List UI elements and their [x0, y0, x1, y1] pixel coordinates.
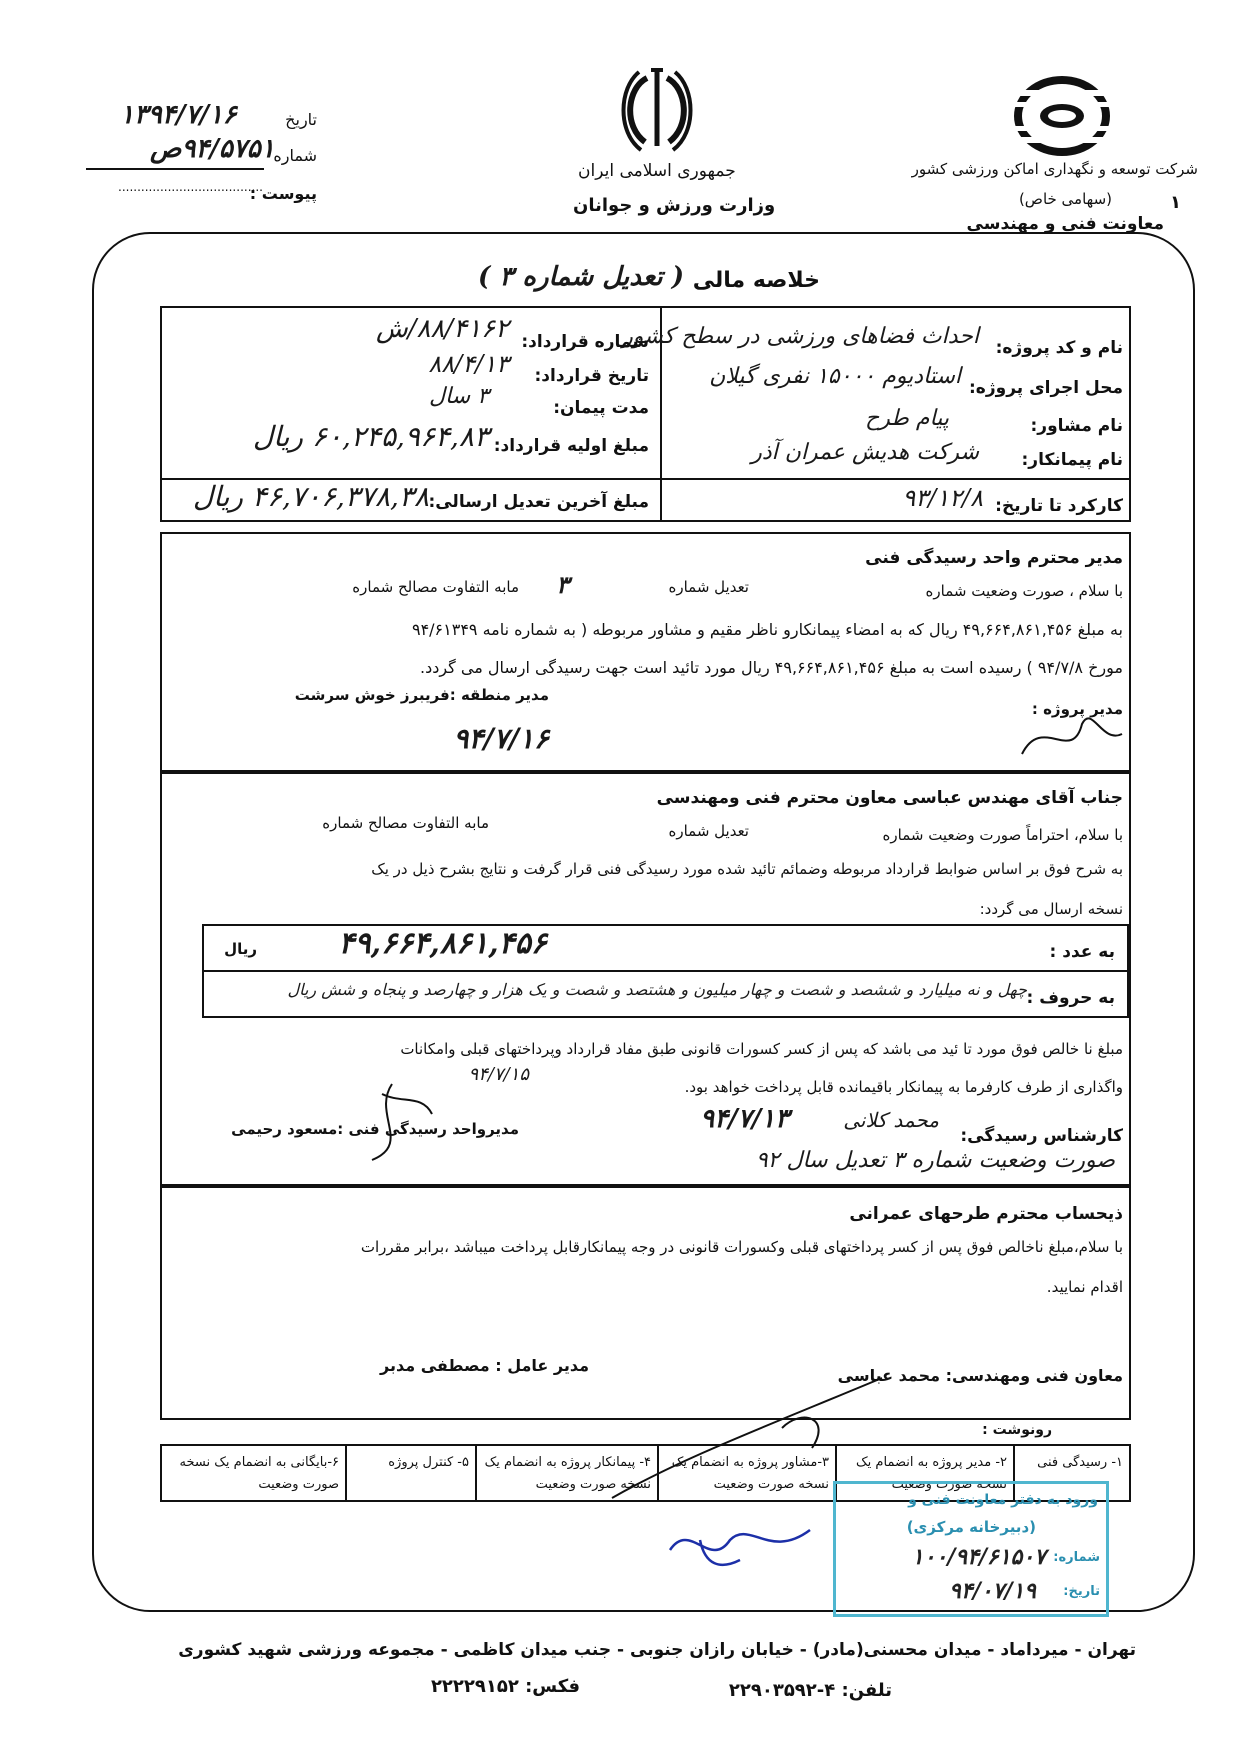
hand-note: صورت وضعیت شماره ۳ تعدیل سال ۹۲: [755, 1148, 1115, 1173]
stamp-number-value: ۱۰۰/۹۴/۶۱۵۰۷: [911, 1544, 1046, 1570]
section2-line3: نسخه ارسال می گردد:: [979, 900, 1123, 918]
contractor-value: شرکت هدیش عمران آذر: [751, 440, 979, 465]
section-technical-review: [160, 532, 1131, 772]
project-location-label: محل اجرای پروژه:: [969, 378, 1123, 398]
duration-value: ۳ سال: [429, 384, 489, 409]
registration-stamp: [833, 1481, 1109, 1617]
section2-line1-b: تعدیل شماره: [668, 822, 749, 840]
contract-date-label: تاریخ قرارداد:: [534, 366, 649, 386]
project-manager-label: مدیر پروژه :: [1031, 700, 1123, 718]
stamp-number-label: شماره:: [1053, 1550, 1100, 1565]
section-deputy-review: [160, 772, 1131, 1186]
stamp-line1: ورود به دفتر معاونت فنی و: [908, 1492, 1098, 1508]
last-amount-value: ۴۶,۷۰۶,۳۷۸,۳۸ ریال: [192, 480, 429, 513]
section3-heading: ذیحساب محترم طرحهای عمرانی: [849, 1204, 1123, 1224]
section2-line1-c: مابه التفاوت مصالح شماره: [322, 814, 489, 832]
cc-cell-5: ۵- کنترل پروژه: [345, 1446, 475, 1500]
cc-label: رونوشت :: [982, 1422, 1052, 1438]
number-underline: [86, 168, 264, 170]
section1-line1-b-value: ۳: [556, 570, 569, 599]
review-date: ۹۴/۷/۱۳: [700, 1104, 789, 1134]
ministry-name: وزارت ورزش و جوانان: [573, 195, 776, 216]
stamp-date-label: تاریخ:: [1063, 1584, 1100, 1599]
reviewer-name-hand: محمد کلانی: [843, 1108, 939, 1132]
department-name: معاونت فنی و مهندسی: [966, 214, 1164, 234]
republic-name: جمهوری اسلامی ایران: [578, 161, 736, 181]
project-manager-signature: [1012, 704, 1132, 764]
number-label: شماره: [273, 146, 317, 165]
amount-rial: ریال: [224, 940, 257, 958]
letter-number: ۹۴/۵۷۵۱ص: [150, 134, 275, 164]
unit-manager: مدیرواحد رسیدگی فنی :مسعود رحیمی: [231, 1120, 519, 1138]
amount-words-label: به حروف :: [1026, 988, 1115, 1008]
contractor-label: نام پیمانکار:: [1021, 450, 1123, 470]
iran-emblem: [617, 66, 697, 154]
section2-line1-a: با سلام، احتراماً صورت وضعیت شماره: [882, 826, 1123, 844]
duration-label: مدت پیمان:: [553, 398, 649, 418]
initial-amount-label: مبلغ اولیه قرارداد:: [493, 436, 649, 456]
stamp-line2: (دبیرخانه مرکزی): [906, 1518, 1036, 1536]
cc-cell-1: ۱- رسیدگی فنی: [1013, 1446, 1129, 1500]
section2-note2: واگذاری از طرف کارفرما به پیمانکار باقیمانده قابل پرداخت خواهد بود.: [684, 1078, 1123, 1096]
consultant-value: پیام طرح: [865, 406, 949, 431]
project-info-table: [160, 306, 1131, 522]
side-mark: ۱: [1170, 192, 1181, 213]
section-payment-approval: [160, 1186, 1131, 1420]
regional-manager: مدیر منطقه :فریبرز خوش سرشت: [294, 686, 549, 704]
footer-fax: فکس: ۲۲۲۲۹۱۵۲: [430, 1676, 580, 1697]
unit-manager-signature: [312, 1074, 452, 1164]
cc-cell-2: ۲- مدیر پروژه به انضمام یک نسخه صورت وضعیت: [835, 1446, 1013, 1500]
workshop-date-label: کارکرد تا تاریخ:: [995, 496, 1123, 516]
stamp-date-value: ۹۴/۰۷/۱۹: [949, 1578, 1036, 1604]
letter-date: ۱۳۹۴/۷/۱۶: [120, 100, 237, 130]
date-label: تاریخ: [285, 110, 317, 129]
deputy-name: معاون فنی ومهندسی: محمد عباسی: [837, 1366, 1123, 1385]
workshop-date-value: ۹۳/۱۲/۸: [902, 484, 983, 512]
consultant-label: نام مشاور:: [1030, 416, 1123, 436]
review-date-2: ۹۴/۷/۱۵: [468, 1064, 529, 1085]
section3-line1: با سلام،مبلغ ناخالص فوق پس از کسر پرداختهای قبلی وکسورات قانونی در وجه پیمانکارقابل پرداخت میباشد ،برابر مقررات: [360, 1238, 1123, 1256]
company-name: شرکت توسعه و نگهداری اماکن ورزشی کشور: [911, 160, 1198, 178]
company-type: (سهامی خاص): [1018, 190, 1112, 208]
title-hand: ( تعدیل شماره ۳ ): [477, 262, 684, 292]
contract-number-value: ۸۸/۴۱۶۲/ش: [375, 314, 509, 344]
section2-note1: مبلغ نا خالص فوق مورد تا ئید می باشد که پس از کسر کسورات قانونی طبق مفاد قرارداد وپرداختهای قبلی وامکانات: [400, 1040, 1123, 1058]
section1-line2: به مبلغ ۴۹,۶۶۴,۸۶۱,۴۵۶ ریال که به امضاء پیمانکارو ناظر مقیم و مشاور مربوطه ( به شماره نامه ۹۴/۶۱۳۴۹: [411, 620, 1123, 639]
section2-line2: به شرح فوق بر اساس ضوابط قرارداد مربوطه وضمائم تائید شده مورد رسیدگی فنی قرار گرفت و نتایج بشرح ذیل در یک: [371, 860, 1123, 878]
amount-words-value: چهل و نه میلیارد و ششصد و شصت و چهار میلیون و هشتصد و شصت و یک هزار و چهارصد و پنجاه و شش ریال: [287, 980, 1027, 999]
project-name-label: نام و کد پروژه:: [995, 338, 1123, 358]
amount-number-value: ۴۹,۶۶۴,۸۶۱,۴۵۶: [338, 926, 547, 961]
contract-date-value: ۸۸/۴/۱۳: [428, 350, 509, 378]
contract-number-label: شماره قرارداد:: [521, 332, 649, 352]
blue-signature: [660, 1510, 820, 1580]
project-location-value: استادیوم ۱۵۰۰۰ نفری گیلان: [709, 364, 961, 389]
cc-cell-6: ۶-بایگانی به انضمام یک نسخه صورت وضعیت: [179, 1455, 339, 1492]
project-name-value: احداث فضاهای ورزشی در سطح کشور: [622, 324, 979, 349]
initial-amount-value: ۶۰,۲۴۵,۹۶۴,۸۳ ریال: [252, 420, 489, 453]
section1-sign-date: ۹۴/۷/۱۶: [453, 722, 549, 755]
section1-line1-b: تعدیل شماره: [668, 578, 749, 596]
footer-phone: تلفن: ۴-۲۲۹۰۳۵۹۲: [728, 1680, 892, 1701]
section2-heading: جناب آقای مهندس عباسی معاون محترم فنی ومهندسی: [656, 788, 1123, 808]
section3-line2: اقدام نمایید.: [1046, 1278, 1123, 1296]
amount-box: [202, 924, 1129, 1018]
section1-line3: مورخ ۹۴/۷/۸ ) رسیده است به مبلغ ۴۹,۶۶۴,۸۶۱,۴۵۶ ریال مورد تائید است جهت رسیدگی ارسال می گردد.: [419, 658, 1123, 677]
form-title: [420, 262, 820, 302]
section1-heading: مدیر محترم واحد رسیدگی فنی: [865, 548, 1123, 568]
section1-line1-c: مابه التفاوت مصالح شماره: [352, 578, 519, 596]
last-amount-label: مبلغ آخرین تعدیل ارسالی:: [428, 492, 649, 512]
section1-line1-a: با سلام ، صورت وضعیت شماره: [925, 582, 1123, 600]
footer-address: تهران - میرداماد - میدان محسنی(مادر) - خیابان رازان جنوبی - جنب میدان کاظمی - مجموعه ورزشی شهید کشوری: [178, 1640, 1136, 1660]
company-logo: [1010, 72, 1114, 160]
reviewer-label: کارشناس رسیدگی:: [960, 1126, 1123, 1146]
attachment-label: پیوست :: [249, 184, 317, 203]
title-label: خلاصه مالی: [692, 268, 820, 293]
attachment-dots: ......................................: [118, 180, 263, 194]
ceo-name: مدیر عامل : مصطفی مدبر: [380, 1356, 589, 1375]
cc-cell-3: ۳-مشاور پروژه به انضمام یک نسخه صورت وضعیت: [657, 1446, 835, 1500]
cc-cell-4: ۴- پیمانکار پروژه به انضمام یک نسخه صورت وضعیت: [475, 1446, 657, 1500]
amount-number-label: به عدد :: [1049, 942, 1115, 962]
